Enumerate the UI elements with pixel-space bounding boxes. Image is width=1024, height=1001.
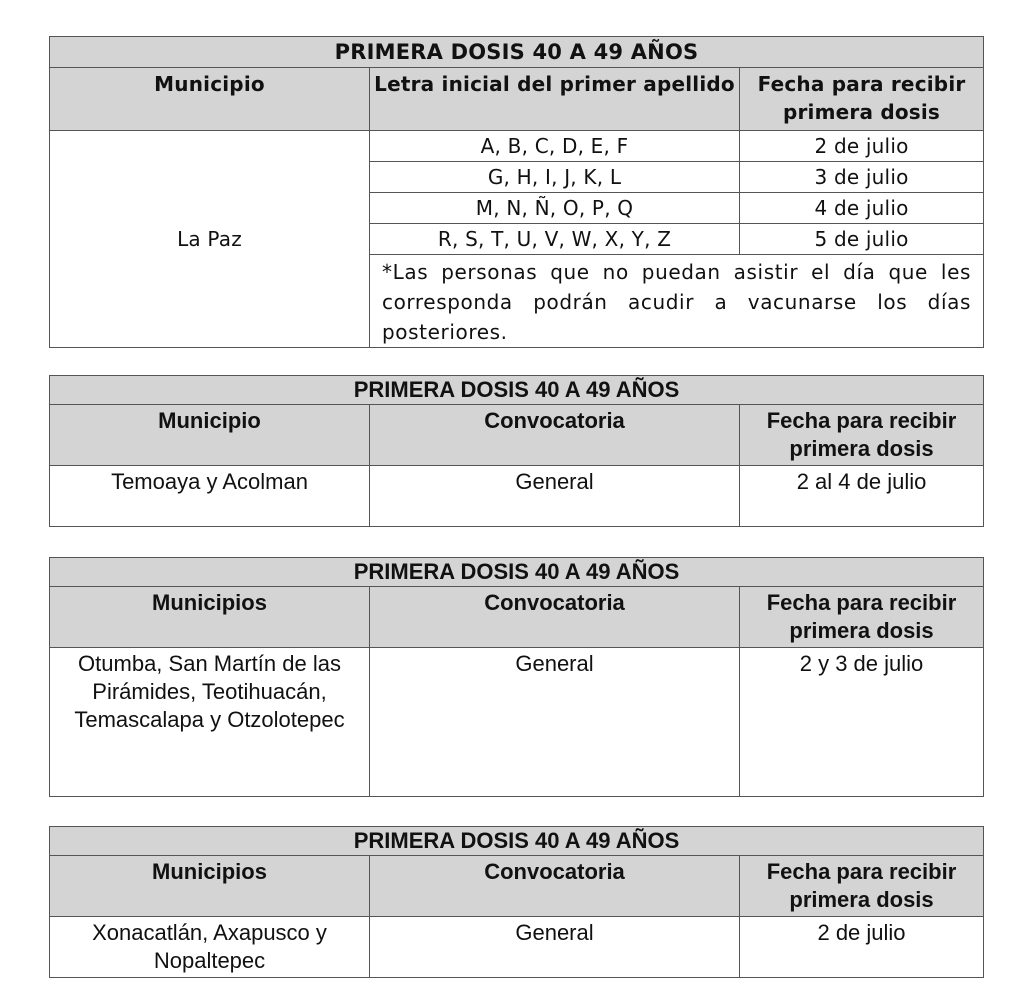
header-fecha: Fecha para recibir primera dosis	[740, 587, 984, 648]
header-convocatoria: Convocatoria	[370, 405, 740, 466]
date-cell: 4 de julio	[740, 193, 984, 224]
municipio-cell: Otumba, San Martín de las Pirámides, Teotihuacán, Temascalapa y Otzolotepec	[50, 648, 370, 797]
date-cell: 5 de julio	[740, 224, 984, 255]
header-convocatoria: Convocatoria	[370, 856, 740, 917]
date-cell: 2 al 4 de julio	[740, 466, 984, 527]
convocatoria-cell: General	[370, 917, 740, 978]
header-letra-inicial: Letra inicial del primer apellido	[370, 68, 740, 131]
header-municipios: Municipios	[50, 587, 370, 648]
date-cell: 2 de julio	[740, 131, 984, 162]
letters-cell: M, N, Ñ, O, P, Q	[370, 193, 740, 224]
schedule-table-otumba	[49, 557, 984, 797]
letters-cell: A, B, C, D, E, F	[370, 131, 740, 162]
schedule-table-xonacatlan	[49, 826, 984, 978]
letters-cell: G, H, I, J, K, L	[370, 162, 740, 193]
header-municipios: Municipios	[50, 856, 370, 917]
convocatoria-cell: General	[370, 648, 740, 797]
table-title: PRIMERA DOSIS 40 A 49 AÑOS	[50, 827, 984, 856]
header-fecha: Fecha para recibir primera dosis	[740, 856, 984, 917]
table-title: PRIMERA DOSIS 40 A 49 AÑOS	[50, 376, 984, 405]
date-cell: 3 de julio	[740, 162, 984, 193]
schedule-table-temoaya	[49, 375, 984, 527]
date-cell: 2 y 3 de julio	[740, 648, 984, 797]
schedule-table-la-paz	[49, 36, 984, 348]
date-cell: 2 de julio	[740, 917, 984, 978]
header-municipio: Municipio	[50, 405, 370, 466]
header-municipio: Municipio	[50, 68, 370, 131]
header-fecha: Fecha para recibir primera dosis	[740, 68, 984, 131]
table-title: PRIMERA DOSIS 40 A 49 AÑOS	[50, 558, 984, 587]
convocatoria-cell: General	[370, 466, 740, 527]
header-convocatoria: Convocatoria	[370, 587, 740, 648]
municipio-cell: La Paz	[50, 131, 370, 348]
footnote: *Las personas que no puedan asistir el día que les corresponda podrán acudir a vacunarse los días posteriores.	[370, 255, 984, 348]
header-fecha: Fecha para recibir primera dosis	[740, 405, 984, 466]
letters-cell: R, S, T, U, V, W, X, Y, Z	[370, 224, 740, 255]
municipio-cell: Xonacatlán, Axapusco y Nopaltepec	[50, 917, 370, 978]
municipio-cell: Temoaya y Acolman	[50, 466, 370, 527]
table-title: PRIMERA DOSIS 40 A 49 AÑOS	[50, 37, 984, 68]
